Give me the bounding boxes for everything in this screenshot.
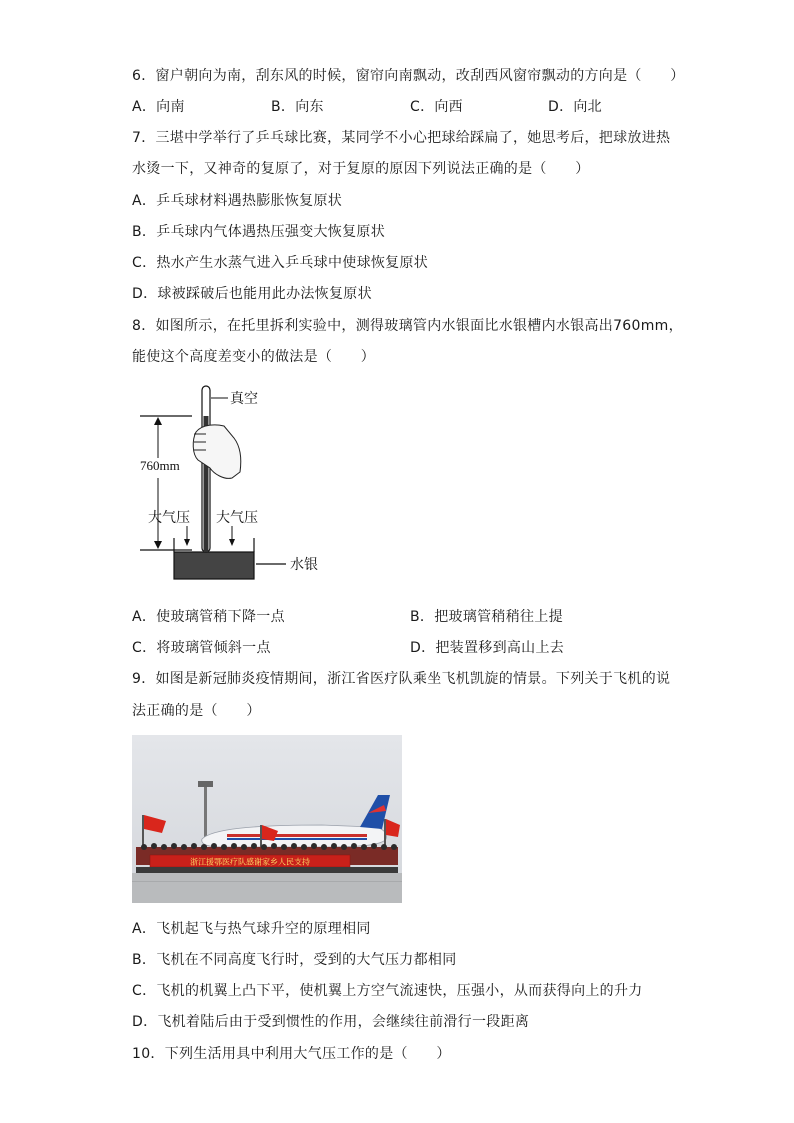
q6-option-b: B．向东: [271, 99, 324, 115]
hand-icon: [193, 425, 241, 479]
question-10-stem: 10．下列生活用具中利用大气压工作的是（ ）: [132, 1046, 451, 1062]
arrow-down-icon: [154, 541, 162, 549]
question-6-stem: 6．窗户朝向为南，刮东风的时候，窗帘向南飘动，改刮西风窗帘飘动的方向是（ ）: [132, 68, 685, 84]
q6-option-d: D．向北: [548, 99, 602, 115]
question-8-stem-line2: 能使这个高度差变小的做法是（ ）: [132, 349, 376, 365]
q7-option-d: D．球被踩破后也能用此办法恢复原状: [132, 286, 372, 302]
question-7-stem-line2: 水烫一下，又神奇的复原了，对于复原的原因下列说法正确的是（ ）: [132, 161, 590, 177]
q8-option-d: D．把装置移到高山上去: [410, 640, 565, 656]
q8-option-c: C．将玻璃管倾斜一点: [132, 640, 271, 656]
q8-option-a: A．使玻璃管稍下降一点: [132, 609, 285, 625]
q7-option-c: C．热水产生水蒸气进入乒乓球中使球恢复原状: [132, 255, 429, 271]
mercury-trough: [174, 552, 254, 579]
torricelli-experiment-figure: [132, 380, 332, 586]
question-9-stem-line2: 法正确的是（ ）: [132, 703, 261, 719]
q7-option-a: A．乒乓球材料遇热膨胀恢复原状: [132, 193, 343, 209]
mercury-label: 水银: [290, 557, 318, 573]
q6-option-a: A．向南: [132, 99, 185, 115]
q9-option-c: C．飞机的机翼上凸下平，使机翼上方空气流速快，压强小，从而获得向上的升力: [132, 983, 643, 999]
q9-option-a: A．飞机起飞与热气球升空的原理相同: [132, 921, 371, 937]
arrow-down-icon: [229, 539, 235, 546]
q9-option-b: B．飞机在不同高度飞行时，受到的大气压力都相同: [132, 952, 457, 968]
arrow-up-icon: [154, 417, 162, 425]
medical-team-airplane-photo: [132, 735, 402, 903]
q7-option-b: B．乒乓球内气体遇热压强变大恢复原状: [132, 224, 386, 240]
atm-pressure-label-left: 大气压: [148, 510, 190, 526]
q9-option-d: D．飞机着陆后由于受到惯性的作用，会继续往前滑行一段距离: [132, 1014, 530, 1030]
height-label: 760mm: [140, 458, 180, 473]
vacuum-label: 真空: [230, 391, 258, 407]
q6-option-c: C．向西: [410, 99, 463, 115]
question-9-stem-line1: 9．如图是新冠肺炎疫情期间，浙江省医疗队乘坐飞机凯旋的情景。下列关于飞机的说: [132, 671, 671, 687]
atm-pressure-label-right: 大气压: [216, 510, 258, 526]
question-8-stem-line1: 8．如图所示，在托里拆利实验中，测得玻璃管内水银面比水银槽内水银高出760mm，: [132, 318, 683, 334]
arrow-down-icon: [184, 539, 190, 546]
q8-option-b: B．把玻璃管稍稍往上提: [410, 609, 563, 625]
banner-text: 浙江援鄂医疗队感谢家乡人民支持: [190, 857, 310, 867]
question-7-stem-line1: 7．三堪中学举行了乒乓球比赛，某同学不小心把球给踩扁了，她思考后，把球放进热: [132, 130, 671, 146]
